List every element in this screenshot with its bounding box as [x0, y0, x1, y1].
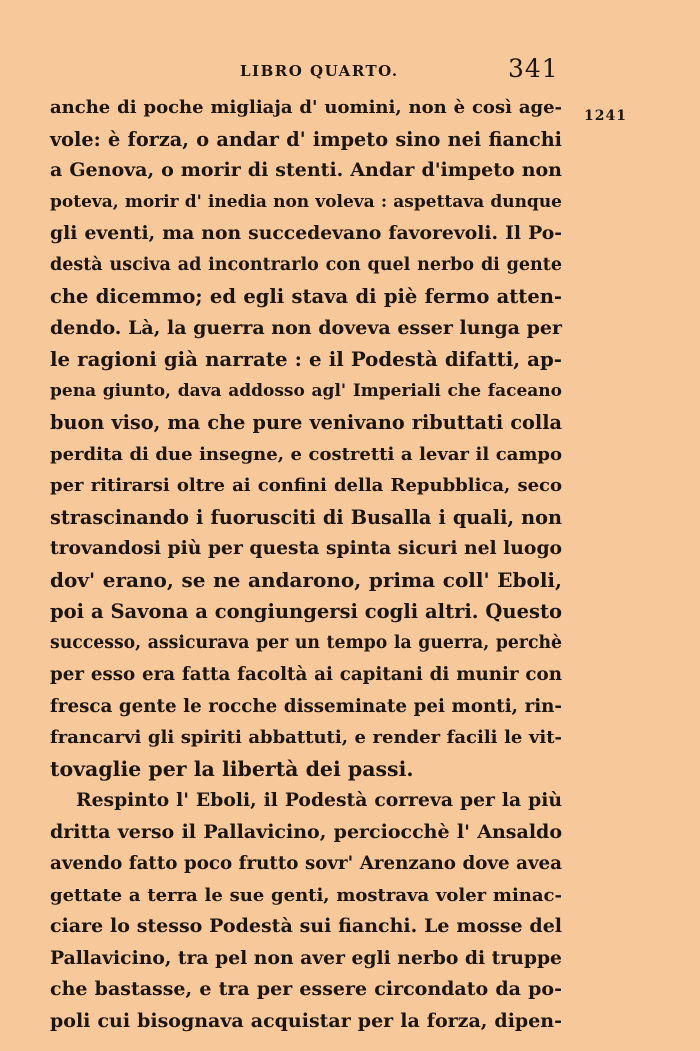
- text-line: che dicemmo; ed egli stava di piè fermo atten-: [50, 285, 562, 308]
- text-line: dendo. Là, la guerra non doveva esser lunga per: [50, 316, 562, 339]
- text-line: strascinando i fuorusciti di Busalla i quali, non: [50, 505, 562, 529]
- text-line: che bastasse, e tra per essere circondato da po-: [50, 978, 562, 1000]
- paragraph-end-line: tovaglie per la libertà dei passi.: [50, 756, 414, 781]
- text-line: pena giunto, dava addosso agl' Imperiali che faceano: [50, 380, 562, 401]
- page-number: 341: [508, 54, 559, 83]
- margin-year-note: 1241: [584, 108, 627, 124]
- text-line: ciare lo stesso Podestà sui fianchi. Le mosse del: [50, 915, 562, 937]
- text-line: successo, assicurava per un tempo la guerra, perchè: [50, 632, 562, 653]
- text-line: per esso era fatta facoltà ai capitani di munir con: [50, 664, 562, 685]
- text-line: vole: è forza, o andar d' impeto sino nei fianchi: [50, 127, 562, 151]
- text-line: gli eventi, ma non succedevano favorevoli. Il Po-: [50, 222, 562, 244]
- paragraph-start-line: Respinto l' Eboli, il Podestà correva per la più: [76, 789, 562, 811]
- text-line: trovandosi più per questa spinta sicuri nel luogo: [50, 537, 563, 559]
- running-title: LIBRO QUARTO.: [240, 62, 399, 80]
- text-line: fresca gente le rocche disseminate pei monti, rin-: [50, 695, 562, 717]
- text-line: a Genova, o morir di stenti. Andar d'impeto non: [50, 159, 562, 181]
- text-line: avendo fatto poco frutto sovr' Arenzano dove avea: [50, 853, 562, 874]
- text-line: dov' erano, se ne andarono, prima coll' Eboli,: [50, 567, 562, 592]
- text-line: destà usciva ad incontrarlo con quel nerbo di gente: [50, 254, 562, 275]
- text-line: francarvi gli spiriti abbattuti, e render facili le vit-: [50, 727, 562, 748]
- text-line: gettate a terra le sue genti, mostrava voler minac-: [50, 884, 562, 906]
- text-line: dritta verso il Pallavicino, perciocchè l' Ansaldo: [50, 820, 562, 843]
- text-line: buon viso, ma che pure venivano ributtati colla: [50, 411, 562, 434]
- text-line: anche di poche migliaja d' uomini, non è così age-: [50, 97, 562, 118]
- text-line: le ragioni già narrate : e il Podestà difatti, ap-: [50, 347, 562, 371]
- text-line: per ritirarsi oltre ai confini della Repubblica, seco: [50, 475, 562, 496]
- body-text: [50, 92, 562, 1037]
- text-line: Pallavicino, tra pel non aver egli nerbo di truppe: [50, 946, 562, 969]
- text-line: poli cui bisognava acquistar per la forza, dipen-: [50, 1009, 562, 1032]
- text-line: poi a Savona a congiungersi cogli altri. Questo: [50, 600, 562, 623]
- text-line: perdita di due insegne, e costretti a levar il campo: [50, 443, 562, 465]
- text-line: poteva, morir d' inedia non voleva : aspettava dunque: [50, 191, 562, 212]
